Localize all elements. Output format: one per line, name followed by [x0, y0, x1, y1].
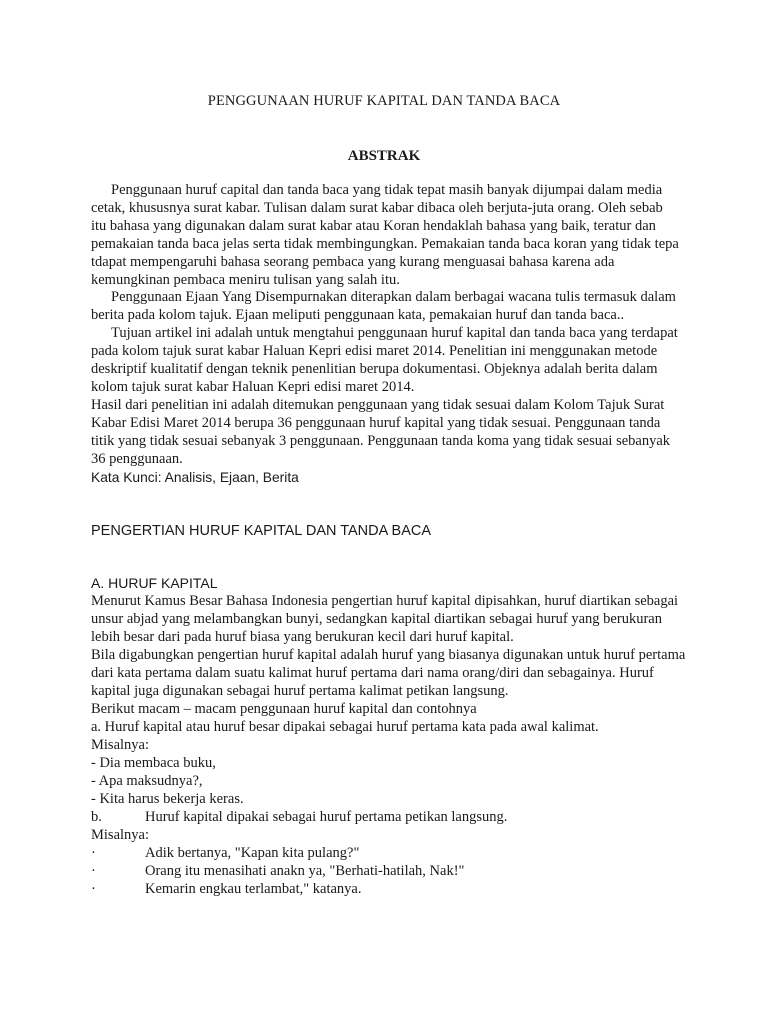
example-item — [91, 880, 691, 898]
body-paragraph: Berikut macam – macam penggunaan huruf kapital dan contohnya — [91, 701, 477, 717]
example-text: Orang itu menasihati anakn ya, "Berhati-hatilah, Nak!" — [145, 863, 465, 879]
example-item: - Apa maksudnya?, — [91, 773, 203, 789]
abstract-heading: ABSTRAK — [347, 148, 421, 164]
example-text: Kemarin engkau terlambat," katanya. — [145, 881, 362, 897]
abstract-paragraph: Hasil dari penelitian ini adalah ditemukan penggunaan yang tidak sesuai dalam Kolom Tajuk Surat Kabar Edisi Maret 2014 berupa 36 penggunaan huruf kapital yang tidak sesuai. Penggunaan tanda titik yang tidak sesuai sebanyak 3 penggunaan. Penggunaan tanda koma yang tidak sesuai sebanyak 36 penggunaan. — [91, 396, 671, 467]
rule-b-marker: b. — [91, 809, 102, 825]
example-item — [91, 844, 691, 862]
example-item: - Kita harus bekerja keras. — [91, 791, 244, 807]
example-item: - Dia membaca buku, — [91, 755, 216, 771]
rule-a: a. Huruf kapital atau huruf besar dipakai sebagai huruf pertama kata pada awal kalimat. — [91, 719, 599, 735]
example-label: Misalnya: — [91, 737, 149, 753]
example-text: Adik bertanya, "Kapan kita pulang?" — [145, 845, 360, 861]
bullet-icon: · — [91, 863, 96, 879]
example-label: Misalnya: — [91, 827, 149, 843]
body-paragraph: Bila digabungkan pengertian huruf kapital adalah huruf yang biasanya digunakan untuk huruf pertama dari kata pertama dalam suatu kalimat huruf pertama dari nama orang/diri dan sebagainya. Huruf kapital juga digunakan sebagai huruf pertama kalimat petikan langsung. — [91, 647, 686, 699]
bullet-icon: · — [91, 845, 96, 861]
abstract-body — [91, 182, 681, 486]
rule-b-text: Huruf kapital dipakai sebagai huruf pertama petikan langsung. — [145, 809, 508, 825]
abstract-paragraph: Penggunaan Ejaan Yang Disempurnakan diterapkan dalam berbagai wacana tulis termasuk dalam berita pada kolom tajuk. Ejaan meliputi penggunaan kata, pemakaian huruf dan tanda baca.. — [91, 289, 676, 324]
abstract-paragraph: Penggunaan huruf capital dan tanda baca yang tidak tepat masih banyak dijumpai dalam media cetak, khususnya surat kabar. Tulisan dalam surat kabar dibaca oleh berjuta-juta orang. Oleh sebab itu bahasa yang digunakan dalam surat kabar atau Koran hendaklah bahasa yang baik, teratur dan pemakaian tanda baca jelas serta tidak membingungkan. Pemakaian tanda baca koran yang tidak tepa tdapat mempengaruhi bahasa seorang pembaca yang kurang menguasai bahasa karena ada kemungkinan pembaca meniru tulisan yang salah itu. — [91, 182, 679, 288]
section-title: PENGERTIAN HURUF KAPITAL DAN TANDA BACA — [91, 523, 432, 539]
abstract-paragraph: Tujuan artikel ini adalah untuk mengtahui penggunaan huruf kapital dan tanda baca yang terdapat pada kolom tajuk surat kabar Haluan Kepri edisi maret 2014. Penelitian ini menggunakan metode deskriptif kualitatif dengan teknik penenlitian berupa dokumentasi. Objeknya adalah berita dalam kolom tajuk surat kabar Haluan Kepri edisi maret 2014. — [91, 325, 678, 395]
example-item — [91, 862, 691, 880]
section-body — [91, 574, 691, 898]
body-paragraph: Menurut Kamus Besar Bahasa Indonesia pengertian huruf kapital dipisahkan, huruf diartikan sebagai unsur abjad yang melambangkan bunyi, sedangkan kapital diartikan sebagai huruf yang berukuran lebih besar dari pada huruf biasa yang berukuran kecil dari huruf kapital. — [91, 593, 679, 645]
document-title: PENGGUNAAN HURUF KAPITAL DAN TANDA BACA — [207, 93, 561, 109]
bullet-icon: · — [91, 881, 96, 897]
rule-b — [91, 808, 691, 826]
subsection-title: A. HURUF KAPITAL — [91, 575, 218, 591]
keywords: Kata Kunci: Analisis, Ejaan, Berita — [91, 469, 299, 485]
